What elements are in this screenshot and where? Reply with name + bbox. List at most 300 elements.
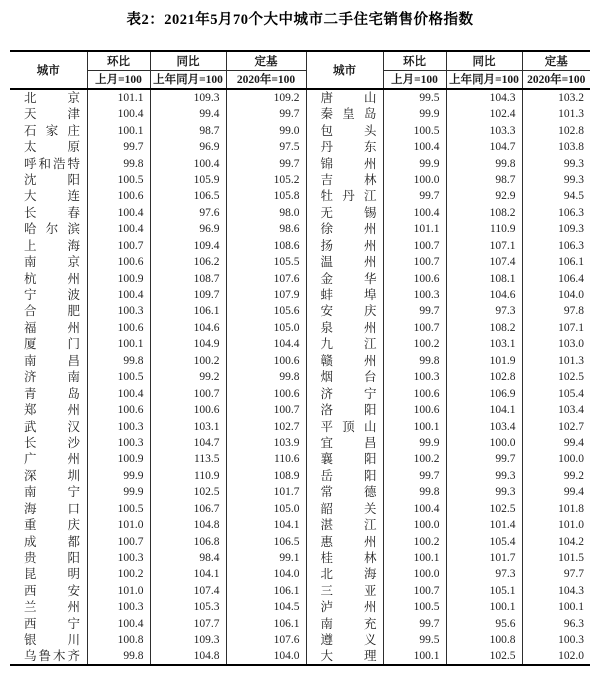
yoy-value: 100.2 — [150, 353, 226, 369]
table-row — [10, 221, 590, 237]
yoy-value: 108.7 — [150, 270, 226, 286]
fixed-base-value: 101.3 — [522, 106, 590, 122]
city-cell — [10, 320, 87, 336]
city-name-label: 北京 — [24, 91, 80, 105]
yoy-value: 108.2 — [446, 205, 522, 221]
subheader-mom-base-left: 上月=100 — [87, 70, 150, 89]
yoy-value: 99.3 — [446, 484, 522, 500]
fixed-base-value: 102.7 — [522, 418, 590, 434]
mom-value: 100.6 — [87, 402, 150, 418]
yoy-value: 104.8 — [150, 648, 226, 665]
fixed-base-value: 105.8 — [226, 188, 306, 204]
yoy-value: 106.8 — [150, 533, 226, 549]
mom-value: 100.4 — [87, 221, 150, 237]
header-city-right: 城市 — [306, 51, 383, 89]
table-title: 表2：2021年5月70个大中城市二手住宅销售价格指数 — [126, 12, 474, 28]
yoy-value: 100.7 — [150, 385, 226, 401]
city-name-label: 哈尔滨 — [24, 222, 80, 237]
city-cell — [306, 402, 383, 418]
yoy-value: 107.4 — [446, 254, 522, 270]
table-row — [10, 122, 590, 138]
city-name-label: 无锡 — [320, 205, 377, 220]
table-row — [10, 550, 590, 566]
header-fixed-base-right: 定基 — [522, 51, 590, 70]
city-cell — [306, 221, 383, 237]
fixed-base-value: 99.4 — [522, 435, 590, 451]
mom-value: 100.1 — [383, 648, 446, 665]
yoy-value: 103.1 — [150, 418, 226, 434]
fixed-base-value: 100.7 — [226, 402, 306, 418]
yoy-value: 105.4 — [446, 533, 522, 549]
mom-value: 100.2 — [383, 533, 446, 549]
fixed-base-value: 106.3 — [522, 205, 590, 221]
city-name-label: 银川 — [24, 633, 80, 648]
city-cell — [10, 238, 87, 254]
city-name-label: 合肥 — [24, 304, 80, 319]
yoy-value: 96.9 — [150, 221, 226, 237]
yoy-value: 110.9 — [150, 468, 226, 484]
mom-value: 100.1 — [383, 418, 446, 434]
fixed-base-value: 102.5 — [522, 369, 590, 385]
subheader-mom-base-right: 上月=100 — [383, 70, 446, 89]
yoy-value: 99.2 — [150, 369, 226, 385]
city-name-label: 襄阳 — [320, 452, 377, 467]
table-row — [10, 320, 590, 336]
fixed-base-value: 104.2 — [522, 533, 590, 549]
yoy-value: 104.7 — [446, 139, 522, 155]
table-row — [10, 468, 590, 484]
city-cell — [10, 435, 87, 451]
yoy-value: 100.8 — [446, 632, 522, 648]
yoy-value: 108.1 — [446, 270, 522, 286]
city-name-label: 青岛 — [24, 386, 80, 401]
city-cell — [10, 632, 87, 648]
city-cell — [306, 501, 383, 517]
fixed-base-value: 104.5 — [226, 599, 306, 615]
city-cell — [10, 418, 87, 434]
city-name-label: 南充 — [320, 616, 377, 631]
city-cell — [306, 517, 383, 533]
fixed-base-value: 102.8 — [522, 122, 590, 138]
table-row — [10, 451, 590, 467]
mom-value: 100.4 — [383, 139, 446, 155]
city-name-label: 北海 — [320, 567, 377, 582]
fixed-base-value: 94.5 — [522, 188, 590, 204]
fixed-base-value: 100.0 — [522, 451, 590, 467]
fixed-base-value: 105.5 — [226, 254, 306, 270]
fixed-base-value: 108.9 — [226, 468, 306, 484]
yoy-value: 99.3 — [446, 468, 522, 484]
fixed-base-value: 101.0 — [522, 517, 590, 533]
yoy-value: 106.2 — [150, 254, 226, 270]
table-row — [10, 336, 590, 352]
mom-value: 100.3 — [383, 287, 446, 303]
mom-value: 100.3 — [87, 303, 150, 319]
mom-value: 99.8 — [87, 648, 150, 665]
fixed-base-value: 98.0 — [226, 205, 306, 221]
mom-value: 101.1 — [87, 89, 150, 106]
fixed-base-value: 98.6 — [226, 221, 306, 237]
mom-value: 100.4 — [87, 287, 150, 303]
yoy-value: 100.1 — [446, 599, 522, 615]
mom-value: 100.6 — [87, 188, 150, 204]
fixed-base-value: 100.3 — [522, 632, 590, 648]
city-cell — [10, 517, 87, 533]
city-cell — [306, 583, 383, 599]
table-row — [10, 303, 590, 319]
mom-value: 100.7 — [383, 583, 446, 599]
subheader-fixed-base-left: 2020年=100 — [226, 70, 306, 89]
city-cell — [306, 385, 383, 401]
city-cell — [306, 369, 383, 385]
yoy-value: 107.4 — [150, 583, 226, 599]
yoy-value: 100.4 — [150, 155, 226, 171]
mom-value: 101.0 — [87, 517, 150, 533]
mom-value: 100.6 — [383, 270, 446, 286]
fixed-base-value: 99.7 — [226, 106, 306, 122]
city-name-label: 西安 — [24, 583, 80, 598]
yoy-value: 102.5 — [446, 501, 522, 517]
yoy-value: 102.5 — [150, 484, 226, 500]
mom-value: 100.0 — [383, 517, 446, 533]
yoy-value: 99.8 — [446, 155, 522, 171]
fixed-base-value: 101.5 — [522, 550, 590, 566]
mom-value: 100.5 — [87, 501, 150, 517]
table-row — [10, 484, 590, 500]
mom-value: 99.8 — [383, 484, 446, 500]
fixed-base-value: 101.3 — [522, 353, 590, 369]
fixed-base-value: 108.6 — [226, 238, 306, 254]
city-cell — [10, 106, 87, 122]
city-cell — [306, 270, 383, 286]
yoy-value: 104.8 — [150, 517, 226, 533]
city-cell — [306, 468, 383, 484]
city-name-label: 金华 — [320, 271, 377, 286]
city-name-label: 秦皇岛 — [320, 107, 377, 122]
city-name-label: 宜昌 — [320, 435, 377, 450]
mom-value: 99.7 — [383, 188, 446, 204]
city-name-label: 湛江 — [320, 518, 377, 533]
yoy-value: 107.7 — [150, 616, 226, 632]
city-name-label: 大连 — [24, 189, 80, 204]
table-body — [10, 89, 590, 665]
fixed-base-value: 109.3 — [522, 221, 590, 237]
city-name-label: 沈阳 — [24, 172, 80, 187]
city-cell — [306, 435, 383, 451]
city-name-label: 济宁 — [320, 386, 377, 401]
table-row — [10, 254, 590, 270]
fixed-base-value: 109.2 — [226, 89, 306, 106]
city-cell — [10, 501, 87, 517]
table-row — [10, 172, 590, 188]
city-cell — [10, 550, 87, 566]
fixed-base-value: 97.7 — [522, 566, 590, 582]
city-cell — [10, 451, 87, 467]
yoy-value: 106.1 — [150, 303, 226, 319]
city-cell — [306, 566, 383, 582]
mom-value: 100.8 — [87, 632, 150, 648]
fixed-base-value: 99.4 — [522, 484, 590, 500]
mom-value: 100.5 — [87, 369, 150, 385]
city-cell — [306, 287, 383, 303]
mom-value: 99.9 — [87, 468, 150, 484]
city-name-label: 唐山 — [320, 91, 377, 105]
table-row — [10, 155, 590, 171]
mom-value: 99.9 — [383, 155, 446, 171]
city-cell — [306, 122, 383, 138]
mom-value: 99.8 — [383, 353, 446, 369]
table-row — [10, 188, 590, 204]
city-name-label: 深圳 — [24, 468, 80, 483]
table-row — [10, 402, 590, 418]
table-header — [10, 51, 590, 89]
city-cell — [306, 320, 383, 336]
mom-value: 99.8 — [87, 155, 150, 171]
city-name-label: 三亚 — [320, 583, 377, 598]
fixed-base-value: 96.3 — [522, 616, 590, 632]
yoy-value: 99.4 — [150, 106, 226, 122]
mom-value: 99.5 — [383, 632, 446, 648]
mom-value: 100.9 — [87, 451, 150, 467]
fixed-base-value: 101.7 — [226, 484, 306, 500]
city-name-label: 广州 — [24, 452, 80, 467]
city-name-label: 南京 — [24, 255, 80, 270]
city-cell — [10, 369, 87, 385]
mom-value: 101.0 — [87, 583, 150, 599]
mom-value: 100.4 — [87, 616, 150, 632]
city-name-label: 长春 — [24, 205, 80, 220]
fixed-base-value: 97.5 — [226, 139, 306, 155]
city-cell — [306, 254, 383, 270]
mom-value: 100.9 — [87, 270, 150, 286]
fixed-base-value: 97.8 — [522, 303, 590, 319]
yoy-value: 104.6 — [150, 320, 226, 336]
city-cell — [10, 188, 87, 204]
city-cell — [10, 89, 87, 106]
city-name-label: 赣州 — [320, 353, 377, 368]
fixed-base-value: 99.3 — [522, 155, 590, 171]
city-cell — [10, 270, 87, 286]
yoy-value: 110.9 — [446, 221, 522, 237]
city-cell — [306, 648, 383, 665]
city-name-label: 长沙 — [24, 435, 80, 450]
city-cell — [10, 353, 87, 369]
fixed-base-value: 100.6 — [226, 353, 306, 369]
yoy-value: 101.9 — [446, 353, 522, 369]
table-row — [10, 418, 590, 434]
yoy-value: 106.9 — [446, 385, 522, 401]
city-cell — [306, 484, 383, 500]
yoy-value: 102.4 — [446, 106, 522, 122]
mom-value: 100.6 — [383, 402, 446, 418]
fixed-base-value: 105.2 — [226, 172, 306, 188]
fixed-base-value: 107.6 — [226, 270, 306, 286]
table-row — [10, 385, 590, 401]
city-name-label: 烟台 — [320, 370, 377, 385]
city-cell — [10, 122, 87, 138]
mom-value: 99.7 — [87, 139, 150, 155]
yoy-value: 104.3 — [446, 89, 522, 106]
city-name-label: 西宁 — [24, 616, 80, 631]
header-mom-right: 环比 — [383, 51, 446, 70]
mom-value: 100.2 — [383, 451, 446, 467]
mom-value: 100.6 — [87, 320, 150, 336]
table-row — [10, 238, 590, 254]
city-cell — [306, 155, 383, 171]
fixed-base-value: 104.0 — [226, 566, 306, 582]
fixed-base-value: 107.6 — [226, 632, 306, 648]
city-name-label: 宁波 — [24, 288, 80, 303]
yoy-value: 104.9 — [150, 336, 226, 352]
city-name-label: 天津 — [24, 107, 80, 122]
fixed-base-value: 104.0 — [226, 648, 306, 665]
yoy-value: 106.5 — [150, 188, 226, 204]
mom-value: 100.4 — [87, 205, 150, 221]
yoy-value: 97.3 — [446, 566, 522, 582]
city-cell — [10, 599, 87, 615]
mom-value: 100.1 — [87, 336, 150, 352]
fixed-base-value: 103.0 — [522, 336, 590, 352]
fixed-base-value: 107.9 — [226, 287, 306, 303]
yoy-value: 107.1 — [446, 238, 522, 254]
table-row — [10, 583, 590, 599]
city-name-label: 惠州 — [320, 534, 377, 549]
header-city-left: 城市 — [10, 51, 87, 89]
city-cell — [10, 385, 87, 401]
table-row — [10, 205, 590, 221]
fixed-base-value: 106.1 — [522, 254, 590, 270]
fixed-base-value: 100.1 — [522, 599, 590, 615]
header-row-base — [10, 70, 590, 89]
fixed-base-value: 103.2 — [522, 89, 590, 106]
city-name-label: 济南 — [24, 370, 80, 385]
mom-value: 99.9 — [383, 106, 446, 122]
city-name-label: 遵义 — [320, 633, 377, 648]
city-cell — [10, 402, 87, 418]
city-cell — [306, 205, 383, 221]
city-cell — [10, 468, 87, 484]
table-row — [10, 616, 590, 632]
city-cell — [10, 533, 87, 549]
city-name-label: 桂林 — [320, 551, 377, 566]
mom-value: 100.0 — [383, 172, 446, 188]
table-row — [10, 353, 590, 369]
table-row — [10, 89, 590, 106]
city-cell — [306, 632, 383, 648]
city-cell — [306, 89, 383, 106]
mom-value: 99.7 — [383, 303, 446, 319]
header-fixed-base-left: 定基 — [226, 51, 306, 70]
mom-value: 100.4 — [87, 106, 150, 122]
city-cell — [10, 254, 87, 270]
city-name-label: 贵阳 — [24, 551, 80, 566]
yoy-value: 109.4 — [150, 238, 226, 254]
yoy-value: 106.7 — [150, 501, 226, 517]
mom-value: 99.8 — [87, 353, 150, 369]
mom-value: 100.2 — [87, 566, 150, 582]
mom-value: 100.7 — [383, 320, 446, 336]
city-cell — [306, 451, 383, 467]
city-name-label: 石家庄 — [24, 123, 80, 138]
fixed-base-value: 105.4 — [522, 385, 590, 401]
subheader-fixed-base-right: 2020年=100 — [522, 70, 590, 89]
fixed-base-value: 99.3 — [522, 172, 590, 188]
city-cell — [306, 106, 383, 122]
fixed-base-value: 102.0 — [522, 648, 590, 665]
fixed-base-value: 101.8 — [522, 501, 590, 517]
city-name-label: 福州 — [24, 320, 80, 335]
fixed-base-value: 99.1 — [226, 550, 306, 566]
yoy-value: 108.2 — [446, 320, 522, 336]
yoy-value: 103.4 — [446, 418, 522, 434]
city-name-label: 成都 — [24, 534, 80, 549]
price-index-table — [10, 50, 590, 666]
yoy-value: 97.6 — [150, 205, 226, 221]
city-cell — [306, 550, 383, 566]
yoy-value: 103.3 — [446, 122, 522, 138]
mom-value: 99.7 — [383, 468, 446, 484]
fixed-base-value: 104.0 — [522, 287, 590, 303]
mom-value: 100.7 — [383, 238, 446, 254]
table-row — [10, 501, 590, 517]
fixed-base-value: 99.8 — [226, 369, 306, 385]
yoy-value: 98.4 — [150, 550, 226, 566]
city-name-label: 太原 — [24, 140, 80, 155]
city-cell — [306, 533, 383, 549]
city-name-label: 大理 — [320, 649, 377, 664]
yoy-value: 105.3 — [150, 599, 226, 615]
city-name-label: 武汉 — [24, 419, 80, 434]
city-name-label: 包头 — [320, 123, 377, 138]
city-cell — [10, 616, 87, 632]
fixed-base-value: 103.4 — [522, 402, 590, 418]
yoy-value: 95.6 — [446, 616, 522, 632]
yoy-value: 98.7 — [150, 122, 226, 138]
mom-value: 100.1 — [383, 550, 446, 566]
city-name-label: 九江 — [320, 337, 377, 352]
mom-value: 100.6 — [87, 254, 150, 270]
fixed-base-value: 105.6 — [226, 303, 306, 319]
mom-value: 100.2 — [383, 336, 446, 352]
fixed-base-value: 106.1 — [226, 616, 306, 632]
fixed-base-value: 105.0 — [226, 320, 306, 336]
city-name-label: 呼和浩特 — [24, 156, 80, 171]
yoy-value: 99.7 — [446, 451, 522, 467]
table-row — [10, 287, 590, 303]
mom-value: 100.5 — [383, 599, 446, 615]
city-name-label: 重庆 — [24, 518, 80, 533]
fixed-base-value: 107.1 — [522, 320, 590, 336]
city-cell — [306, 336, 383, 352]
yoy-value: 105.9 — [150, 172, 226, 188]
yoy-value: 113.5 — [150, 451, 226, 467]
mom-value: 100.3 — [87, 599, 150, 615]
city-name-label: 徐州 — [320, 222, 377, 237]
city-name-label: 海口 — [24, 501, 80, 516]
city-cell — [306, 238, 383, 254]
yoy-value: 96.9 — [150, 139, 226, 155]
fixed-base-value: 105.0 — [226, 501, 306, 517]
header-mom-left: 环比 — [87, 51, 150, 70]
yoy-value: 92.9 — [446, 188, 522, 204]
yoy-value: 103.1 — [446, 336, 522, 352]
city-name-label: 温州 — [320, 255, 377, 270]
subheader-yoy-base-right: 上年同月=100 — [446, 70, 522, 89]
yoy-value: 100.0 — [446, 435, 522, 451]
mom-value: 100.7 — [87, 533, 150, 549]
city-name-label: 韶关 — [320, 501, 377, 516]
fixed-base-value: 102.7 — [226, 418, 306, 434]
